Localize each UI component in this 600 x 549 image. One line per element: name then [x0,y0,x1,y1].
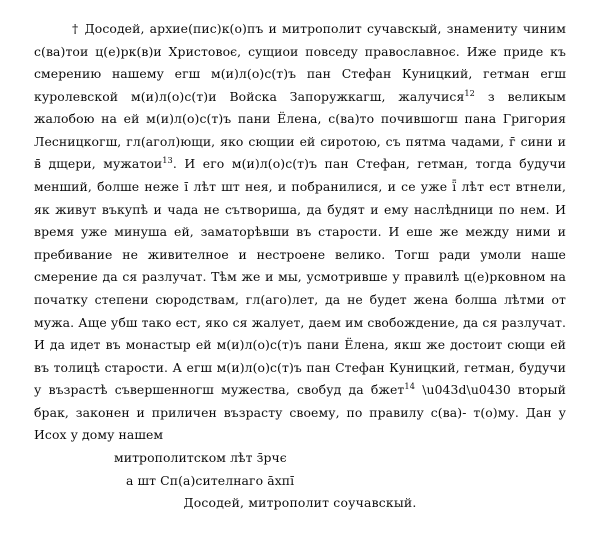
closing-line-1: митрополитском лѣт з̄рчє [114,449,287,465]
doc-line-6: пана Григория Лесницкогш, гл(агол)ющи, яко сющии ей сиротою, съ [34,111,566,149]
footnote-mark-12: 12 [464,87,475,98]
doc-line-4: гетман егш куролевской м(и)л(о)с(т)и Войска Запоружкагш, жалучися [34,66,566,104]
doc-line-16: ся жалует, даем им свобождение, да ся разлучат. И да идет въ [34,314,566,353]
signature-line: Досодей, митрополит соучавскый. [183,495,417,511]
doc-line-19: будучи у възрастѣ съвершенногш мужества, свобуд да бжет [34,359,567,398]
closing-line-2: а шт Сп(а)сителнаго а̄хпі̄ [126,472,295,488]
doc-line-17: монастыр ей м(и)л(о)с(т)ъ пани Ёлена, якш же достоит сющи ей въ [34,337,567,375]
paragraph-main: † Досодей, архие(пис)к(о)пъ и митрополит сучавскый, знамениту чиним с(ва)тои ц(е)рк(в)и Христовоє, сущиои повседу православноє. Иже приде къ смерению нашему егш м(и)л(о)с(т)ъ пан Стефан Куницкий, гетман егш куролевской м(и)л(о)с(т)и Войска Запоружкагш, жалучися$^{12}$ з великым жалобою на ей м(и)л(о)с(т)ъ пани Ёлена, с(ва)то почившогш пана Григория Лесницкогш, гл(агол)ющи, яко сющии ей сиротою, съ пятма чадами, г̄ сини и в̄ дщери, мужатои$^{13}$. И его м(и)л(о)с(т)ъ пан Стефан, гетман, тогда будучи менший, болше неже і̄ лѣт шт нея, и побранилися, и се уже ї̄ лѣт ест втнели, як живут въкупѣ и чада не сътвориша, да будят и ему наслѣдници по нем. И время уже минуша ей, заматорѣвши въ старости. И еше же между ними и пребивание не живителное и нестроене велико. Тогш ради умоли наше смерение да ся разлучат. Тѣм же и мы, усмотривше у правилѣ ц(е)рковном на початку степени сюродствам, гл(аго)лет, да не будет жена болша лѣтми от мужа. Аще убш тако ест, яко ся жалует, даем им свобождение, да ся разлучат. И да идет въ монастыр ей м(и)л(о)с(т)ъ пани Ёлена, якш же достоит сющи ей въ толицѣ старости. А егш м(и)л(о)с(т)ъ пан Стефан Куницкий, гетман, будучи у възрастѣ съвершенногш мужества, свобуд да бжет$^{14}$ \u043d\u0430 вторый брак, законен и приличен възрасту своему, по правилу с(ва)- т(о)му. Дан у Исох у дому нашем [34,21,567,443]
doc-line-15: да не будет жена болша лѣтми от мужа. Аще убш тако ест, яко [34,291,566,330]
doc-line-18: толицѣ старости. А егш м(и)л(о)с(т)ъ пан Стефан Куницкий, гетман, [53,359,515,375]
doc-line-14: ц(е)рковном на початку степени сюродствам, гл(аго)лет, [34,269,566,307]
doc-line-9: и побранилися, и се уже ї̄ лѣт ест втнели, як живут въкупѣ и [34,179,567,217]
doc-line-7: пятма чадами, г̄ сини и в̄ дщери, мужатои [34,133,567,172]
doc-line-11: уже минуша ей, заматорѣвши въ старости. И еше же между ними [81,224,551,240]
footnote-mark-14: 14 [404,381,416,392]
doc-line-2: чиним с(ва)тои ц(е)рк(в)и Христовоє, сущиои повседу православноє. [34,21,566,59]
doc-line-3: Иже приде къ смерению нашему егш м(и)л(о)с(т)ъ пан Стефан Куницкий, [34,43,566,82]
document-body [34,18,566,515]
doc-line-5: з великым жалобою на ей м(и)л(о)с(т)ъ пани Ёлена, с(ва)то почившогш [34,88,566,127]
doc-line-13: наше смерение да ся разлучат. Тѣм же и мы, усмотривше у правилѣ [34,246,566,285]
doc-line-10: чада не сътвориша, да будят и ему наслѣдници по нем. И время [34,201,566,240]
doc-line-21: т(о)му. Дан у Исох у дому нашем [34,404,566,443]
footnote-mark-13: 13 [162,155,173,166]
doc-line-12: и пребивание не живителное и нестроене велико. Тогш ради умоли [34,224,566,262]
doc-line-8: Стефан, гетман, тогда будучи менший, болше неже і̄ лѣт шт нея, [34,156,566,195]
doc-line-1: † Досодей, архие(пис)к(о)пъ и митрополит сучавскый, знамениту [72,21,518,36]
doc-line-7-tail: . И его м(и)л(о)с(т)ъ пан [172,156,349,172]
doc-line-20: вторый брак, законен и приличен възрасту своему, по правилу с(ва)- [34,382,566,420]
